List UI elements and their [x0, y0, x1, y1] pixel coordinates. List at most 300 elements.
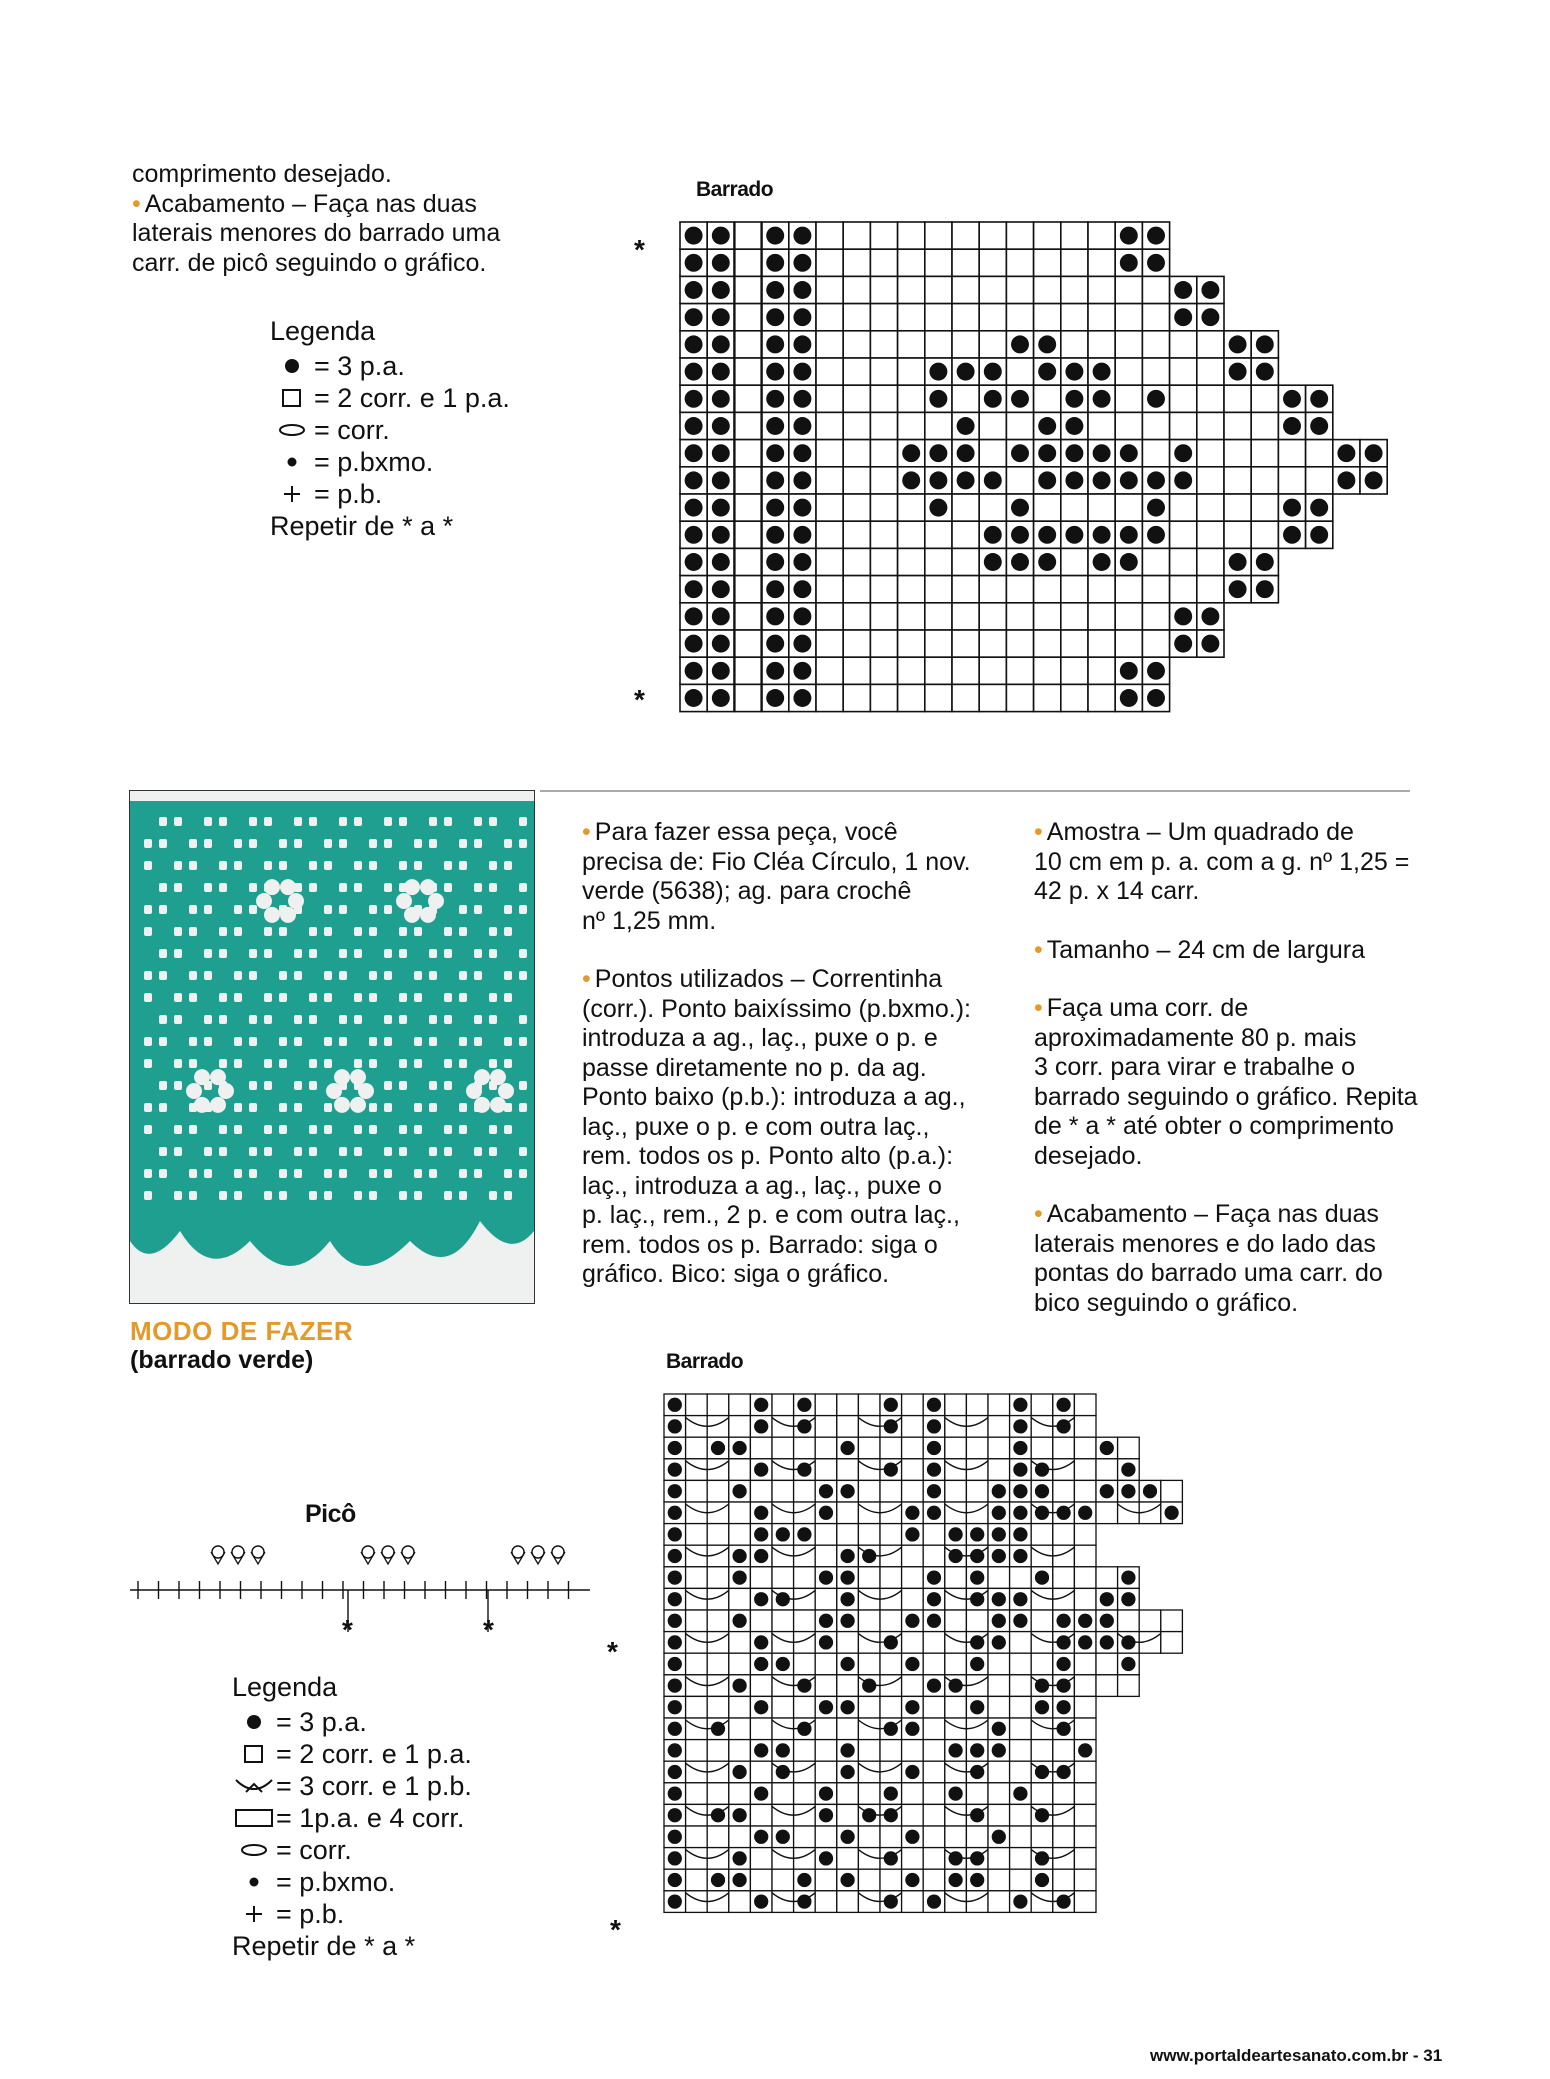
- lace-hole: [309, 1147, 317, 1156]
- lace-hole: [279, 1103, 287, 1112]
- lace-hole: [219, 817, 227, 826]
- chart-cell: [880, 1437, 902, 1459]
- chart-cell: [843, 657, 870, 684]
- chart-cell: [734, 630, 761, 657]
- lace-hole: [489, 927, 497, 936]
- chart-cell: [945, 1437, 967, 1459]
- chart-cell: [1115, 576, 1142, 603]
- filled-stitch: [712, 254, 730, 272]
- bullet-icon: •: [1034, 994, 1043, 1022]
- filled-stitch: [840, 1592, 854, 1606]
- lace-hole: [279, 927, 287, 936]
- filled-stitch: [1283, 499, 1301, 517]
- lace-hole: [324, 1037, 332, 1046]
- chart-cell: [880, 1740, 902, 1762]
- chart-cell: [1034, 222, 1061, 249]
- filled-stitch: [766, 227, 784, 245]
- chart-cell: [952, 521, 979, 548]
- chart-cell: [1031, 1740, 1053, 1762]
- chart-cell: [1006, 412, 1033, 439]
- lace-hole: [264, 1059, 272, 1068]
- lace-hole: [354, 1191, 362, 1200]
- filled-stitch: [754, 1592, 768, 1606]
- lace-hole: [384, 1103, 392, 1112]
- chart-cell: [734, 358, 761, 385]
- filled-stitch: [819, 1808, 833, 1822]
- chart-cell: [898, 412, 925, 439]
- lace-flower-petal: [474, 1097, 490, 1113]
- chart-cell: [750, 1761, 772, 1783]
- lace-hole: [249, 839, 257, 848]
- lace-hole: [294, 839, 302, 848]
- text-line: 10 cm em p. a. com a g. nº 1,25 =: [1034, 847, 1410, 876]
- lace-hole: [309, 1081, 317, 1090]
- filled-stitch: [776, 1743, 790, 1757]
- pico-diagram: [130, 1530, 600, 1640]
- chart-cell: [880, 1826, 902, 1848]
- chart-cell: [1010, 1696, 1032, 1718]
- text-line: laç., introduza a ag., laç., puxe o: [582, 1171, 942, 1200]
- chart-cell: [870, 576, 897, 603]
- chart-cell: [945, 1567, 967, 1589]
- chart-cell: [734, 521, 761, 548]
- lace-hole: [429, 1103, 437, 1112]
- chart-cell: [902, 1416, 924, 1438]
- filled-stitch: [712, 390, 730, 408]
- legend-row: = 3 p.a.: [232, 1706, 472, 1738]
- lace-hole: [294, 971, 302, 980]
- filled-stitch: [1078, 1635, 1092, 1649]
- lace-hole: [234, 1037, 242, 1046]
- lace-hole: [279, 993, 287, 1002]
- chart-cell: [952, 684, 979, 711]
- filled-stitch: [685, 689, 703, 707]
- filled-stitch: [840, 1743, 854, 1757]
- filled-stitch: [840, 1830, 854, 1844]
- lace-flower-petal: [280, 907, 296, 923]
- filled-stitch: [712, 526, 730, 544]
- text-line: de * a * até obter o comprimento: [1034, 1112, 1394, 1140]
- chart-cell: [858, 1783, 880, 1805]
- lace-hole: [249, 883, 257, 892]
- chart-cell: [945, 1610, 967, 1632]
- lace-hole: [429, 1081, 437, 1090]
- chart-cell: [870, 440, 897, 467]
- lace-hole: [204, 905, 212, 914]
- filled-stitch: [668, 1592, 682, 1606]
- chart-cell: [816, 331, 843, 358]
- chart-cell: [880, 1653, 902, 1675]
- filled-stitch: [685, 281, 703, 299]
- filled-stitch: [732, 1873, 746, 1887]
- chart-cell: [1074, 1437, 1096, 1459]
- chart-cell: [1170, 548, 1197, 575]
- chart-cell: [1074, 1567, 1096, 1589]
- chart-cell: [734, 494, 761, 521]
- text-line: Ponto baixo (p.b.): introduza a ag.,: [582, 1083, 966, 1111]
- lace-hole: [264, 927, 272, 936]
- lace-hole: [369, 1125, 377, 1134]
- chart-cell: [925, 521, 952, 548]
- lace-hole: [294, 949, 302, 958]
- lace-hole: [234, 1191, 242, 1200]
- filled-stitch: [840, 1441, 854, 1455]
- lace-hole: [459, 1103, 467, 1112]
- chart-cell: [988, 1761, 1010, 1783]
- lace-hole: [189, 971, 197, 980]
- filled-stitch: [905, 1765, 919, 1779]
- chart-top-title: Barrado: [696, 178, 774, 201]
- filled-stitch: [793, 308, 811, 326]
- filled-stitch: [1093, 553, 1111, 571]
- chart-cell: [1074, 1675, 1096, 1697]
- chart-cell: [1074, 1761, 1096, 1783]
- filled-stitch: [732, 1678, 746, 1692]
- text-line: Acabamento – Faça nas duas: [144, 189, 477, 218]
- chart-cell: [1118, 1675, 1140, 1697]
- filled-stitch: [1011, 444, 1029, 462]
- filled-stitch: [927, 1678, 941, 1692]
- text-line: laterais menores e do lado das: [1034, 1229, 1376, 1258]
- chart-cell: [925, 276, 952, 303]
- chart-cell: [686, 1826, 708, 1848]
- chart-cell: [1142, 630, 1169, 657]
- lace-hole: [489, 861, 497, 870]
- filled-stitch: [948, 1786, 962, 1800]
- chart-cell: [1170, 494, 1197, 521]
- small-dot-icon: [232, 1877, 276, 1887]
- chart-cell: [858, 1394, 880, 1416]
- lace-hole: [369, 861, 377, 870]
- chart-cell: [1161, 1480, 1183, 1502]
- chart-cell: [870, 331, 897, 358]
- chart-cell: [1010, 1848, 1032, 1870]
- chart-cell: [772, 1394, 794, 1416]
- filled-stitch: [1038, 363, 1056, 381]
- filled-stitch: [776, 1830, 790, 1844]
- chart-cell: [729, 1459, 751, 1481]
- chart-cell: [816, 440, 843, 467]
- lace-hole: [504, 861, 512, 870]
- lace-hole: [444, 861, 452, 870]
- chart-cell: [898, 548, 925, 575]
- lace-hole: [234, 839, 242, 848]
- lace-flower-petal: [466, 1083, 482, 1099]
- chart-cell: [870, 521, 897, 548]
- lace-hole: [354, 817, 362, 826]
- filled-stitch: [948, 1873, 962, 1887]
- filled-stitch: [797, 1398, 811, 1412]
- chart-cell: [966, 1480, 988, 1502]
- chart-cell: [1088, 657, 1115, 684]
- text-line: laç., puxe o p. e com outra laç.,: [582, 1112, 930, 1141]
- lace-hole: [279, 839, 287, 848]
- chart-cell: [1197, 576, 1224, 603]
- lace-hole: [174, 883, 182, 892]
- lace-hole: [219, 993, 227, 1002]
- chart-cell: [1006, 467, 1033, 494]
- chart-cell: [1031, 1826, 1053, 1848]
- filled-stitch: [685, 390, 703, 408]
- legend-row: = corr.: [232, 1834, 472, 1866]
- chart-cell: [1197, 412, 1224, 439]
- chart-cell: [925, 331, 952, 358]
- lace-hole: [369, 971, 377, 980]
- chart-cell: [734, 412, 761, 439]
- lace-hole: [354, 927, 362, 936]
- chart-cell: [858, 1610, 880, 1632]
- lace-hole: [144, 993, 152, 1002]
- filled-stitch: [1120, 227, 1138, 245]
- filled-stitch: [905, 1506, 919, 1520]
- lace-flower-petal: [326, 1083, 342, 1099]
- filled-stitch: [970, 1527, 984, 1541]
- filled-stitch: [732, 1614, 746, 1628]
- chart-cell: [1197, 521, 1224, 548]
- chart-cell: [1096, 1502, 1118, 1524]
- lace-hole: [519, 905, 527, 914]
- lace-hole: [219, 949, 227, 958]
- filled-stitch: [1120, 526, 1138, 544]
- chart-cell: [750, 1869, 772, 1891]
- chart-cell: [870, 494, 897, 521]
- lace-hole: [174, 817, 182, 826]
- chart-cell: [880, 1610, 902, 1632]
- chart-cell: [843, 467, 870, 494]
- legend-row: = p.bxmo.: [232, 1866, 472, 1898]
- filled-stitch: [712, 227, 730, 245]
- chart-cell: [966, 1437, 988, 1459]
- lace-hole: [294, 1037, 302, 1046]
- chart-cell: [1278, 467, 1305, 494]
- lace-hole: [369, 1103, 377, 1112]
- filled-stitch: [1121, 1570, 1135, 1584]
- filled-stitch: [840, 1765, 854, 1779]
- filled-stitch: [793, 335, 811, 353]
- lace-hole: [414, 971, 422, 980]
- chart-cell: [794, 1783, 816, 1805]
- chart-cell: [1096, 1653, 1118, 1675]
- filled-stitch: [668, 1462, 682, 1476]
- chart-cell: [794, 1480, 816, 1502]
- chart-bottom-grid: [660, 1390, 1360, 1930]
- lace-hole: [264, 993, 272, 1002]
- filled-stitch: [1100, 1614, 1114, 1628]
- chart-cell: [1115, 385, 1142, 412]
- chart-cell: [729, 1394, 751, 1416]
- lace-hole: [324, 861, 332, 870]
- chart-cell: [815, 1545, 837, 1567]
- chart-cell: [898, 494, 925, 521]
- chart-cell: [707, 1480, 729, 1502]
- filled-stitch: [1013, 1419, 1027, 1433]
- filled-stitch: [1056, 1700, 1070, 1714]
- chart-cell: [1224, 467, 1251, 494]
- lace-hole: [264, 1015, 272, 1024]
- chart-cell: [1006, 603, 1033, 630]
- filled-stitch: [1100, 1635, 1114, 1649]
- chart-cell: [794, 1437, 816, 1459]
- chart-cell: [1170, 331, 1197, 358]
- chart-cell: [843, 331, 870, 358]
- lace-flower-petal: [498, 1083, 514, 1099]
- lace-hole: [249, 971, 257, 980]
- filled-stitch: [927, 1570, 941, 1584]
- lace-hole: [414, 1059, 422, 1068]
- empty-square-icon: [270, 389, 314, 407]
- text-line: pontas do barrado uma carr. do: [1034, 1259, 1383, 1287]
- filled-stitch: [1011, 499, 1029, 517]
- chart-cell: [923, 1524, 945, 1546]
- lace-hole: [174, 949, 182, 958]
- lace-hole: [399, 993, 407, 1002]
- lace-hole: [384, 883, 392, 892]
- chart-cell: [979, 440, 1006, 467]
- filled-stitch: [1174, 444, 1192, 462]
- chart-cell: [686, 1480, 708, 1502]
- lace-hole: [474, 817, 482, 826]
- lace-hole: [519, 817, 527, 826]
- chart-cell: [952, 385, 979, 412]
- chart-cell: [837, 1848, 859, 1870]
- chart-cell: [1006, 576, 1033, 603]
- chart-cell: [816, 630, 843, 657]
- filled-stitch: [957, 471, 975, 489]
- lace-hole: [369, 927, 377, 936]
- lace-hole: [159, 839, 167, 848]
- chart-cell: [1224, 440, 1251, 467]
- legend-top: [270, 316, 510, 542]
- lace-hole: [384, 1147, 392, 1156]
- chart-cell: [925, 548, 952, 575]
- chart-cell: [1031, 1783, 1053, 1805]
- bullet-icon: •: [1034, 1200, 1043, 1228]
- chart-cell: [952, 222, 979, 249]
- chart-cell: [734, 684, 761, 711]
- filled-stitch: [1065, 363, 1083, 381]
- lace-hole: [489, 1015, 497, 1024]
- lace-hole: [339, 817, 347, 826]
- lace-hole: [294, 1169, 302, 1178]
- chart-cell: [898, 657, 925, 684]
- lace-hole: [144, 1169, 152, 1178]
- filled-stitch: [766, 499, 784, 517]
- filled-stitch: [754, 1635, 768, 1649]
- legend-repeat: Repetir de * a *: [232, 1930, 416, 1961]
- filled-stitch: [1310, 417, 1328, 435]
- chart-cell: [1096, 1459, 1118, 1481]
- filled-stitch: [793, 417, 811, 435]
- chart-cell: [815, 1416, 837, 1438]
- lace-hole: [384, 971, 392, 980]
- chart-cell: [925, 684, 952, 711]
- filled-stitch: [793, 227, 811, 245]
- lace-hole: [459, 1059, 467, 1068]
- chart-cell: [686, 1740, 708, 1762]
- filled-stitch: [668, 1700, 682, 1714]
- lace-hole: [234, 1125, 242, 1134]
- plus-icon: [232, 1905, 276, 1923]
- paragraph: [1034, 936, 1474, 966]
- chart-cell: [898, 521, 925, 548]
- legend-row: = 2 corr. e 1 p.a.: [270, 382, 510, 414]
- chart-cell: [816, 412, 843, 439]
- filled-stitch: [1056, 1614, 1070, 1628]
- chart-cell: [988, 1416, 1010, 1438]
- filled-stitch: [793, 444, 811, 462]
- filled-stitch: [754, 1657, 768, 1671]
- legend-row: = 2 corr. e 1 p.a.: [232, 1738, 472, 1770]
- chart-cell: [843, 548, 870, 575]
- text-line: passe diretamente no p. da ag.: [582, 1053, 927, 1082]
- lace-hole: [354, 1147, 362, 1156]
- chart-cell: [979, 576, 1006, 603]
- filled-stitch: [819, 1700, 833, 1714]
- filled-stitch: [1093, 390, 1111, 408]
- filled-stitch: [766, 635, 784, 653]
- lace-hole: [519, 1081, 527, 1090]
- chart-cell: [750, 1567, 772, 1589]
- filled-stitch: [1120, 553, 1138, 571]
- lace-hole: [399, 927, 407, 936]
- lace-hole: [204, 839, 212, 848]
- chart-cell: [750, 1610, 772, 1632]
- chart-cell: [988, 1696, 1010, 1718]
- filled-stitch: [1121, 1592, 1135, 1606]
- filled-stitch: [927, 1462, 941, 1476]
- chart-cell: [1053, 1437, 1075, 1459]
- lace-hole: [444, 927, 452, 936]
- chart-cell: [1142, 412, 1169, 439]
- lace-hole: [504, 927, 512, 936]
- chart-cell: [925, 249, 952, 276]
- chart-cell: [870, 358, 897, 385]
- lace-hole: [444, 1191, 452, 1200]
- chart-cell: [923, 1869, 945, 1891]
- chart-cell: [815, 1718, 837, 1740]
- chart-cell: [750, 1675, 772, 1697]
- lace-hole: [429, 1147, 437, 1156]
- chart-cell: [729, 1718, 751, 1740]
- lace-hole: [144, 1103, 152, 1112]
- chart-cell: [945, 1696, 967, 1718]
- chart-cell: [794, 1740, 816, 1762]
- chart-cell: [988, 1653, 1010, 1675]
- chart-cell: [952, 603, 979, 630]
- filled-stitch: [1147, 390, 1165, 408]
- chart-cell: [880, 1567, 902, 1589]
- lace-flower-petal: [420, 907, 436, 923]
- bullet-icon: •: [1034, 935, 1043, 964]
- chart-cell: [707, 1394, 729, 1416]
- filled-stitch: [766, 662, 784, 680]
- filled-stitch: [1056, 1398, 1070, 1412]
- lace-hole: [399, 1191, 407, 1200]
- lace-hole: [474, 1015, 482, 1024]
- lace-hole: [219, 1191, 227, 1200]
- chart-cell: [815, 1869, 837, 1891]
- lace-hole: [369, 1037, 377, 1046]
- lace-hole: [339, 1147, 347, 1156]
- lace-hole: [204, 949, 212, 958]
- lace-hole: [279, 1125, 287, 1134]
- chart-cell: [898, 385, 925, 412]
- chart-cell: [686, 1567, 708, 1589]
- chart-cell: [1006, 249, 1033, 276]
- lace-hole: [519, 883, 527, 892]
- chart-cell: [1074, 1653, 1096, 1675]
- lace-hole: [474, 949, 482, 958]
